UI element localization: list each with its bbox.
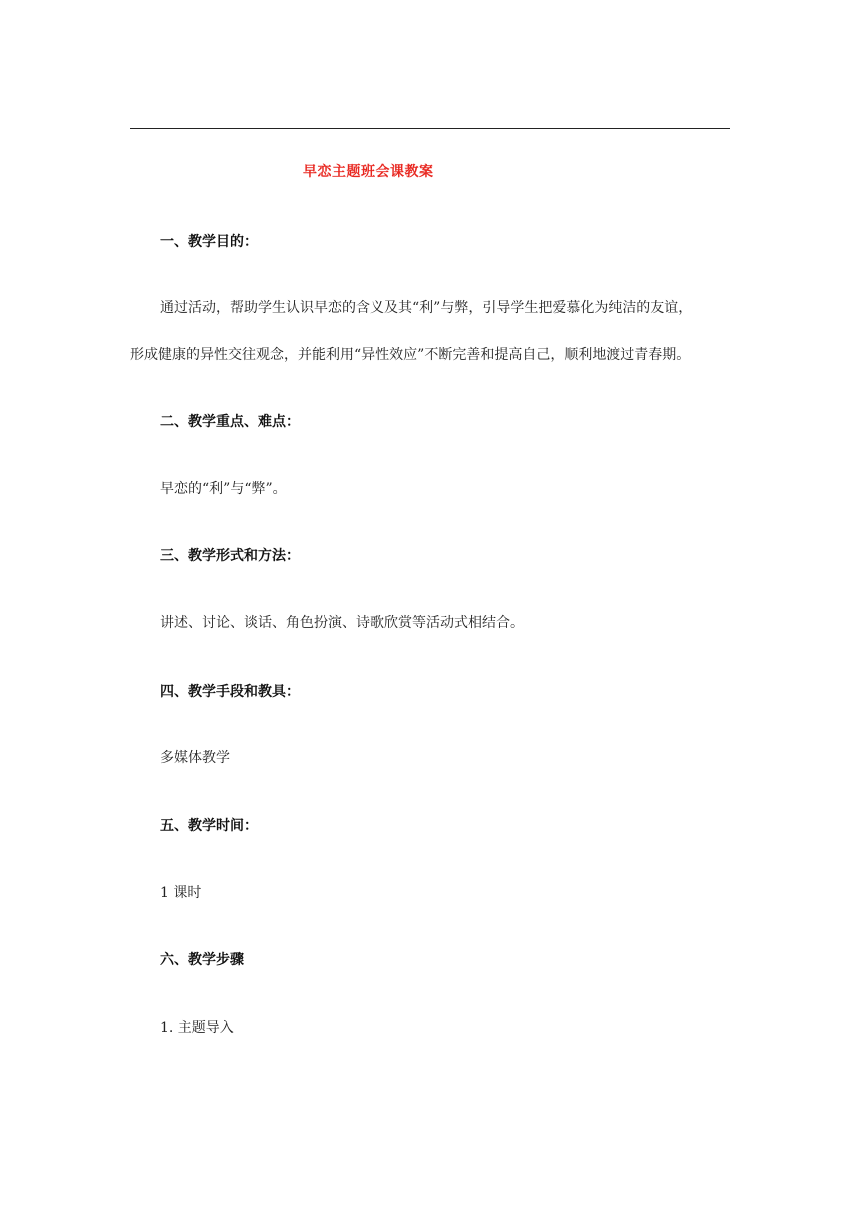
key-points-text: 早恋的“利”与“弊”。 [160,481,287,497]
steps-text: 1. 主题导入 [160,1020,234,1036]
methods-text: 讲述、讨论、谈话、角色扮演、诗歌欣赏等活动式相结合。 [160,615,524,631]
section-heading-methods: 三、教学形式和方法： [160,548,300,564]
section-heading-time: 五、教学时间： [160,818,258,834]
objectives-text-line1: 通过活动，帮助学生认识早恋的含义及其“利”与弊，引导学生把爱慕化为纯洁的友谊， [160,300,693,316]
section-heading-key-points: 二、教学重点、难点： [160,414,300,430]
objectives-text-line2: 形成健康的异性交往观念，并能利用“异性效应”不断完善和提高自己，顺利地渡过青春期。 [130,347,691,363]
header-rule [130,128,730,129]
section-heading-tools: 四、教学手段和教具： [160,684,300,700]
tools-text: 多媒体教学 [160,750,230,766]
section-heading-objectives: 一、教学目的： [160,234,258,250]
time-text: 1 课时 [160,885,202,901]
document-title: 早恋主题班会课教案 [303,164,434,180]
section-heading-steps: 六、教学步骤 [160,952,244,968]
